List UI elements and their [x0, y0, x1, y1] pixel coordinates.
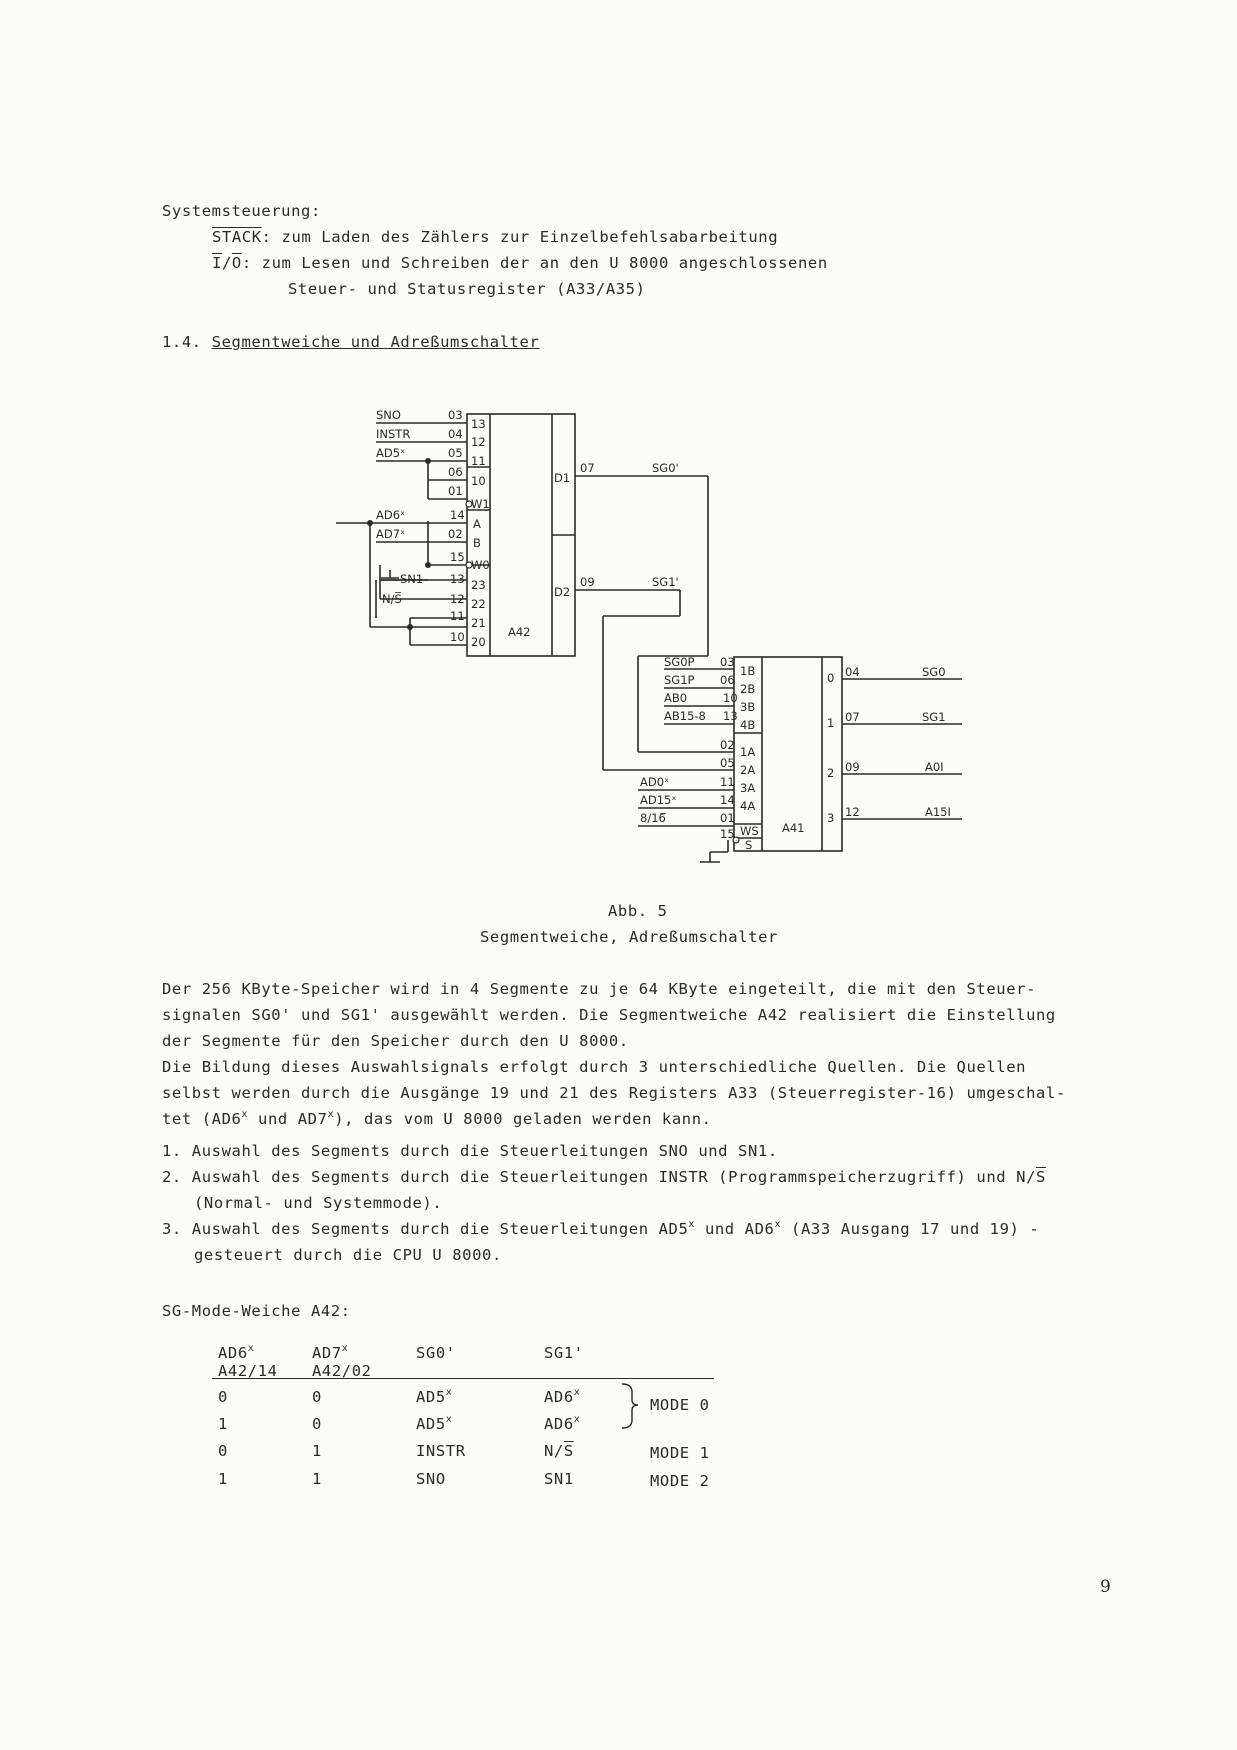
- superscript-x: x: [688, 1219, 696, 1230]
- para-line: Der 256 KByte-Speicher wird in 4 Segmente zu je 64 KByte eingeteilt, die mit den Steuer-: [162, 980, 1036, 998]
- a42-pin-num: 06: [448, 465, 463, 479]
- a42-label-ns: N/S̅: [382, 592, 402, 606]
- table-header-rule: [212, 1378, 714, 1379]
- a42-pin-name: 21: [471, 616, 486, 630]
- table-cell: [416, 1415, 452, 1433]
- table-cell: 1: [218, 1415, 228, 1433]
- a42-pin-num: 04: [448, 427, 463, 441]
- a42-pin-name: W1: [471, 497, 490, 511]
- a41-pin-name: 4A: [740, 799, 756, 813]
- a41-pin-num: 01: [720, 811, 735, 825]
- cell-text: AD6: [544, 1388, 574, 1406]
- table-cell: 0: [218, 1388, 228, 1406]
- a41-pin-name: 3B: [740, 700, 756, 714]
- a41-label-ad0: AD0ˣ: [640, 775, 670, 789]
- header-text: AD6: [218, 1344, 248, 1362]
- a42-pin-name: 20: [471, 635, 486, 649]
- para-line-last: [162, 1110, 712, 1128]
- mode-2-label: MODE 2: [650, 1472, 710, 1490]
- list-item-3-cont: gesteuert durch die CPU U 8000.: [194, 1246, 502, 1264]
- a41-pin-num: 05: [720, 756, 735, 770]
- a41-pin-name: WS: [740, 824, 759, 838]
- superscript-x: x: [573, 1414, 581, 1425]
- a41-label-ad15: AD15ˣ: [640, 793, 677, 807]
- a41-out-pin: 12: [845, 805, 860, 819]
- a41-name: A41: [782, 821, 805, 835]
- a42-pin-name: B: [473, 536, 481, 550]
- table-cell: 0: [312, 1388, 322, 1406]
- a41-pin-name: 3A: [740, 781, 756, 795]
- cell-text: N/: [544, 1442, 564, 1460]
- a41-pin-num: 15: [720, 827, 735, 841]
- a41-pin-name: 1B: [740, 664, 756, 678]
- sys-heading: Systemsteuerung:: [162, 202, 321, 220]
- table-cell: 1: [312, 1470, 322, 1488]
- para-text: tet (AD6: [162, 1110, 242, 1128]
- a42-pin-name: 13: [471, 417, 486, 431]
- table-header-sg0: SG0': [416, 1344, 456, 1362]
- cell-text: AD6: [544, 1415, 574, 1433]
- a41-out-sg1: SG1: [922, 710, 946, 724]
- a42-pin-name: 12: [471, 435, 486, 449]
- a41-pin-name: 4B: [740, 718, 756, 732]
- a41-out-a0i: A0I: [925, 760, 944, 774]
- a41-label-ab0: AB0: [664, 691, 688, 705]
- table-cell: [544, 1388, 580, 1406]
- a42-label-ad6: AD6ˣ: [376, 508, 406, 522]
- list-text: und AD6: [695, 1220, 775, 1238]
- a41-pin-num: 10: [723, 691, 738, 705]
- a42-out-pin-07: 07: [580, 461, 595, 475]
- table-header-sg1: SG1': [544, 1344, 584, 1362]
- a41-out-index: 1: [827, 716, 835, 730]
- sg1-prime-label: SG1': [652, 575, 679, 589]
- list-item-3: [162, 1220, 1039, 1238]
- table-cell: 0: [218, 1442, 228, 1460]
- para-line: selbst werden durch die Ausgänge 19 und 21 des Registers A33 (Steuerregister-16) umgeschal-: [162, 1084, 1066, 1102]
- header-text: AD7: [312, 1344, 342, 1362]
- a41-out-a15i: A15I: [925, 805, 951, 819]
- a42-pin-num: 02: [448, 527, 463, 541]
- section-number: 1.4.: [162, 333, 202, 351]
- table-header-ad6: [218, 1344, 254, 1362]
- a41-pin-name: 2A: [740, 763, 756, 777]
- a42-pin-num: 03: [448, 408, 463, 422]
- a42-label-ad7: AD7ˣ: [376, 527, 406, 541]
- a41-pin-name: 2B: [740, 682, 756, 696]
- table-cell: 1: [312, 1442, 322, 1460]
- list-item-2: [162, 1168, 1046, 1186]
- list-text: 3. Auswahl des Segments durch die Steuerleitungen AD5: [162, 1220, 689, 1238]
- a41-out-sg0: SG0: [922, 665, 946, 679]
- a42-pin-num: 14: [450, 508, 465, 522]
- superscript-x: x: [327, 1109, 335, 1120]
- a41-out-pin: 04: [845, 665, 860, 679]
- table-cell: SN1: [544, 1470, 574, 1488]
- cell-text: AD5: [416, 1415, 446, 1433]
- table-header-ad6-pin: A42/14: [218, 1362, 278, 1380]
- a42-pin-num: 12: [450, 592, 465, 606]
- a42-label-sn0: SNO: [376, 408, 401, 422]
- superscript-x: x: [573, 1387, 581, 1398]
- a42-pin-num: 05: [448, 446, 463, 460]
- para-text: ), das vom U 8000 geladen werden kann.: [334, 1110, 712, 1128]
- a41-pin-name: S: [745, 838, 753, 852]
- a41-pin-num: 11: [720, 775, 735, 789]
- a41-pin-name: 1A: [740, 745, 756, 759]
- a41-out-pin: 07: [845, 710, 860, 724]
- a41-pin-num: 03: [720, 655, 735, 669]
- a42-pin-name: 22: [471, 597, 486, 611]
- table-cell: SNO: [416, 1470, 446, 1488]
- a41-out-pin: 09: [845, 760, 860, 774]
- a42-pin-num: 01: [448, 484, 463, 498]
- a42-label-instr: INSTR: [376, 427, 411, 441]
- a42-pin-num: 11: [450, 609, 465, 623]
- superscript-x: x: [445, 1387, 453, 1398]
- io-o: $\overline{O}$: [231, 254, 242, 272]
- a41-out-index: 0: [827, 671, 835, 685]
- para-line: der Segmente für den Speicher durch den U 8000.: [162, 1032, 629, 1050]
- io-text: : zum Lesen und Schreiben der an den U 8000 angeschlossenen: [241, 254, 828, 272]
- a41-pin-num: 06: [720, 673, 735, 687]
- superscript-x: x: [341, 1343, 349, 1354]
- a41-label-sg0p: SG0P: [664, 655, 695, 669]
- a41-label-816: 8/16̅: [640, 811, 666, 825]
- table-cell: INSTR: [416, 1442, 466, 1460]
- list-text: 2. Auswahl des Segments durch die Steuerleitungen INSTR (Programmspeicherzugriff) und N/: [162, 1168, 1036, 1186]
- sg0-prime-label: SG0': [652, 461, 679, 475]
- a42-out-d1: D1: [554, 471, 571, 485]
- list-item-2-cont: (Normal- und Systemmode).: [194, 1194, 443, 1212]
- table-title: SG-Mode-Weiche A42:: [162, 1302, 351, 1320]
- a41-pin-num: 02: [720, 738, 735, 752]
- table-cell: 1: [218, 1470, 228, 1488]
- a42-pin-name: 10: [471, 474, 486, 488]
- superscript-x: x: [445, 1414, 453, 1425]
- a42-pin-num: 10: [450, 630, 465, 644]
- a42-pin-name: W0: [471, 558, 490, 572]
- para-line: Die Bildung dieses Auswahlsignals erfolgt durch 3 unterschiedliche Quellen. Die Quellen: [162, 1058, 1027, 1076]
- a42-label-sn1: SN1: [400, 572, 424, 586]
- superscript-x: x: [241, 1109, 249, 1120]
- a42-out-pin-09: 09: [580, 575, 595, 589]
- para-line: signalen SG0' und SG1' ausgewählt werden. Die Segmentweiche A42 realisiert die Einstellung: [162, 1006, 1056, 1024]
- io-slash: /: [221, 254, 232, 272]
- a42-pin-name: A: [473, 517, 481, 531]
- cell-text-s: $\overline{S}$: [563, 1442, 574, 1460]
- a41-label-sg1p: SG1P: [664, 673, 695, 687]
- page-number: 9: [1100, 1577, 1111, 1597]
- mode-1-label: MODE 1: [650, 1444, 710, 1462]
- a41-label-ab15: AB15-8: [664, 709, 706, 723]
- stack-text: : zum Laden des Zählers zur Einzelbefehlsabarbeitung: [261, 228, 779, 246]
- para-text: und AD7: [248, 1110, 328, 1128]
- a42-pin-name: 11: [471, 454, 486, 468]
- table-header-ad7-pin: A42/02: [312, 1362, 372, 1380]
- table-cell: [544, 1415, 580, 1433]
- table-cell: [544, 1442, 574, 1460]
- list-text-s: $\overline{S}$: [1036, 1168, 1046, 1186]
- a41-out-index: 2: [827, 766, 835, 780]
- a41-pin-num: 13: [723, 709, 738, 723]
- a41-pin-num: 14: [720, 793, 735, 807]
- mode-0-label: MODE 0: [650, 1396, 710, 1414]
- superscript-x: x: [774, 1219, 782, 1230]
- a42-name: A42: [508, 625, 531, 639]
- list-text: (A33 Ausgang 17 und 19) -: [781, 1220, 1040, 1238]
- a42-pin-num: 13: [450, 572, 465, 586]
- a42-out-d2: D2: [554, 585, 571, 599]
- io-i: $\overline{I}$: [212, 254, 222, 272]
- a42-pin-name: 23: [471, 578, 486, 592]
- table-cell: 0: [312, 1415, 322, 1433]
- table-header-ad7: [312, 1344, 348, 1362]
- section-title: Segmentweiche und Adreßumschalter: [211, 333, 540, 351]
- a42-pin-num: 15: [450, 550, 465, 564]
- cell-text: AD5: [416, 1388, 446, 1406]
- superscript-x: x: [247, 1343, 255, 1354]
- io-text-2: Steuer- und Statusregister (A33/A35): [288, 280, 646, 298]
- figure-caption-number: Abb. 5: [608, 902, 668, 920]
- table-cell: [416, 1388, 452, 1406]
- figure-caption-title: Segmentweiche, Adreßumschalter: [480, 928, 778, 946]
- list-item-1: 1. Auswahl des Segments durch die Steuerleitungen SNO und SN1.: [162, 1142, 778, 1160]
- stack-label: STACK: [212, 228, 262, 246]
- a41-out-index: 3: [827, 811, 835, 825]
- a42-label-ad5: AD5ˣ: [376, 446, 406, 460]
